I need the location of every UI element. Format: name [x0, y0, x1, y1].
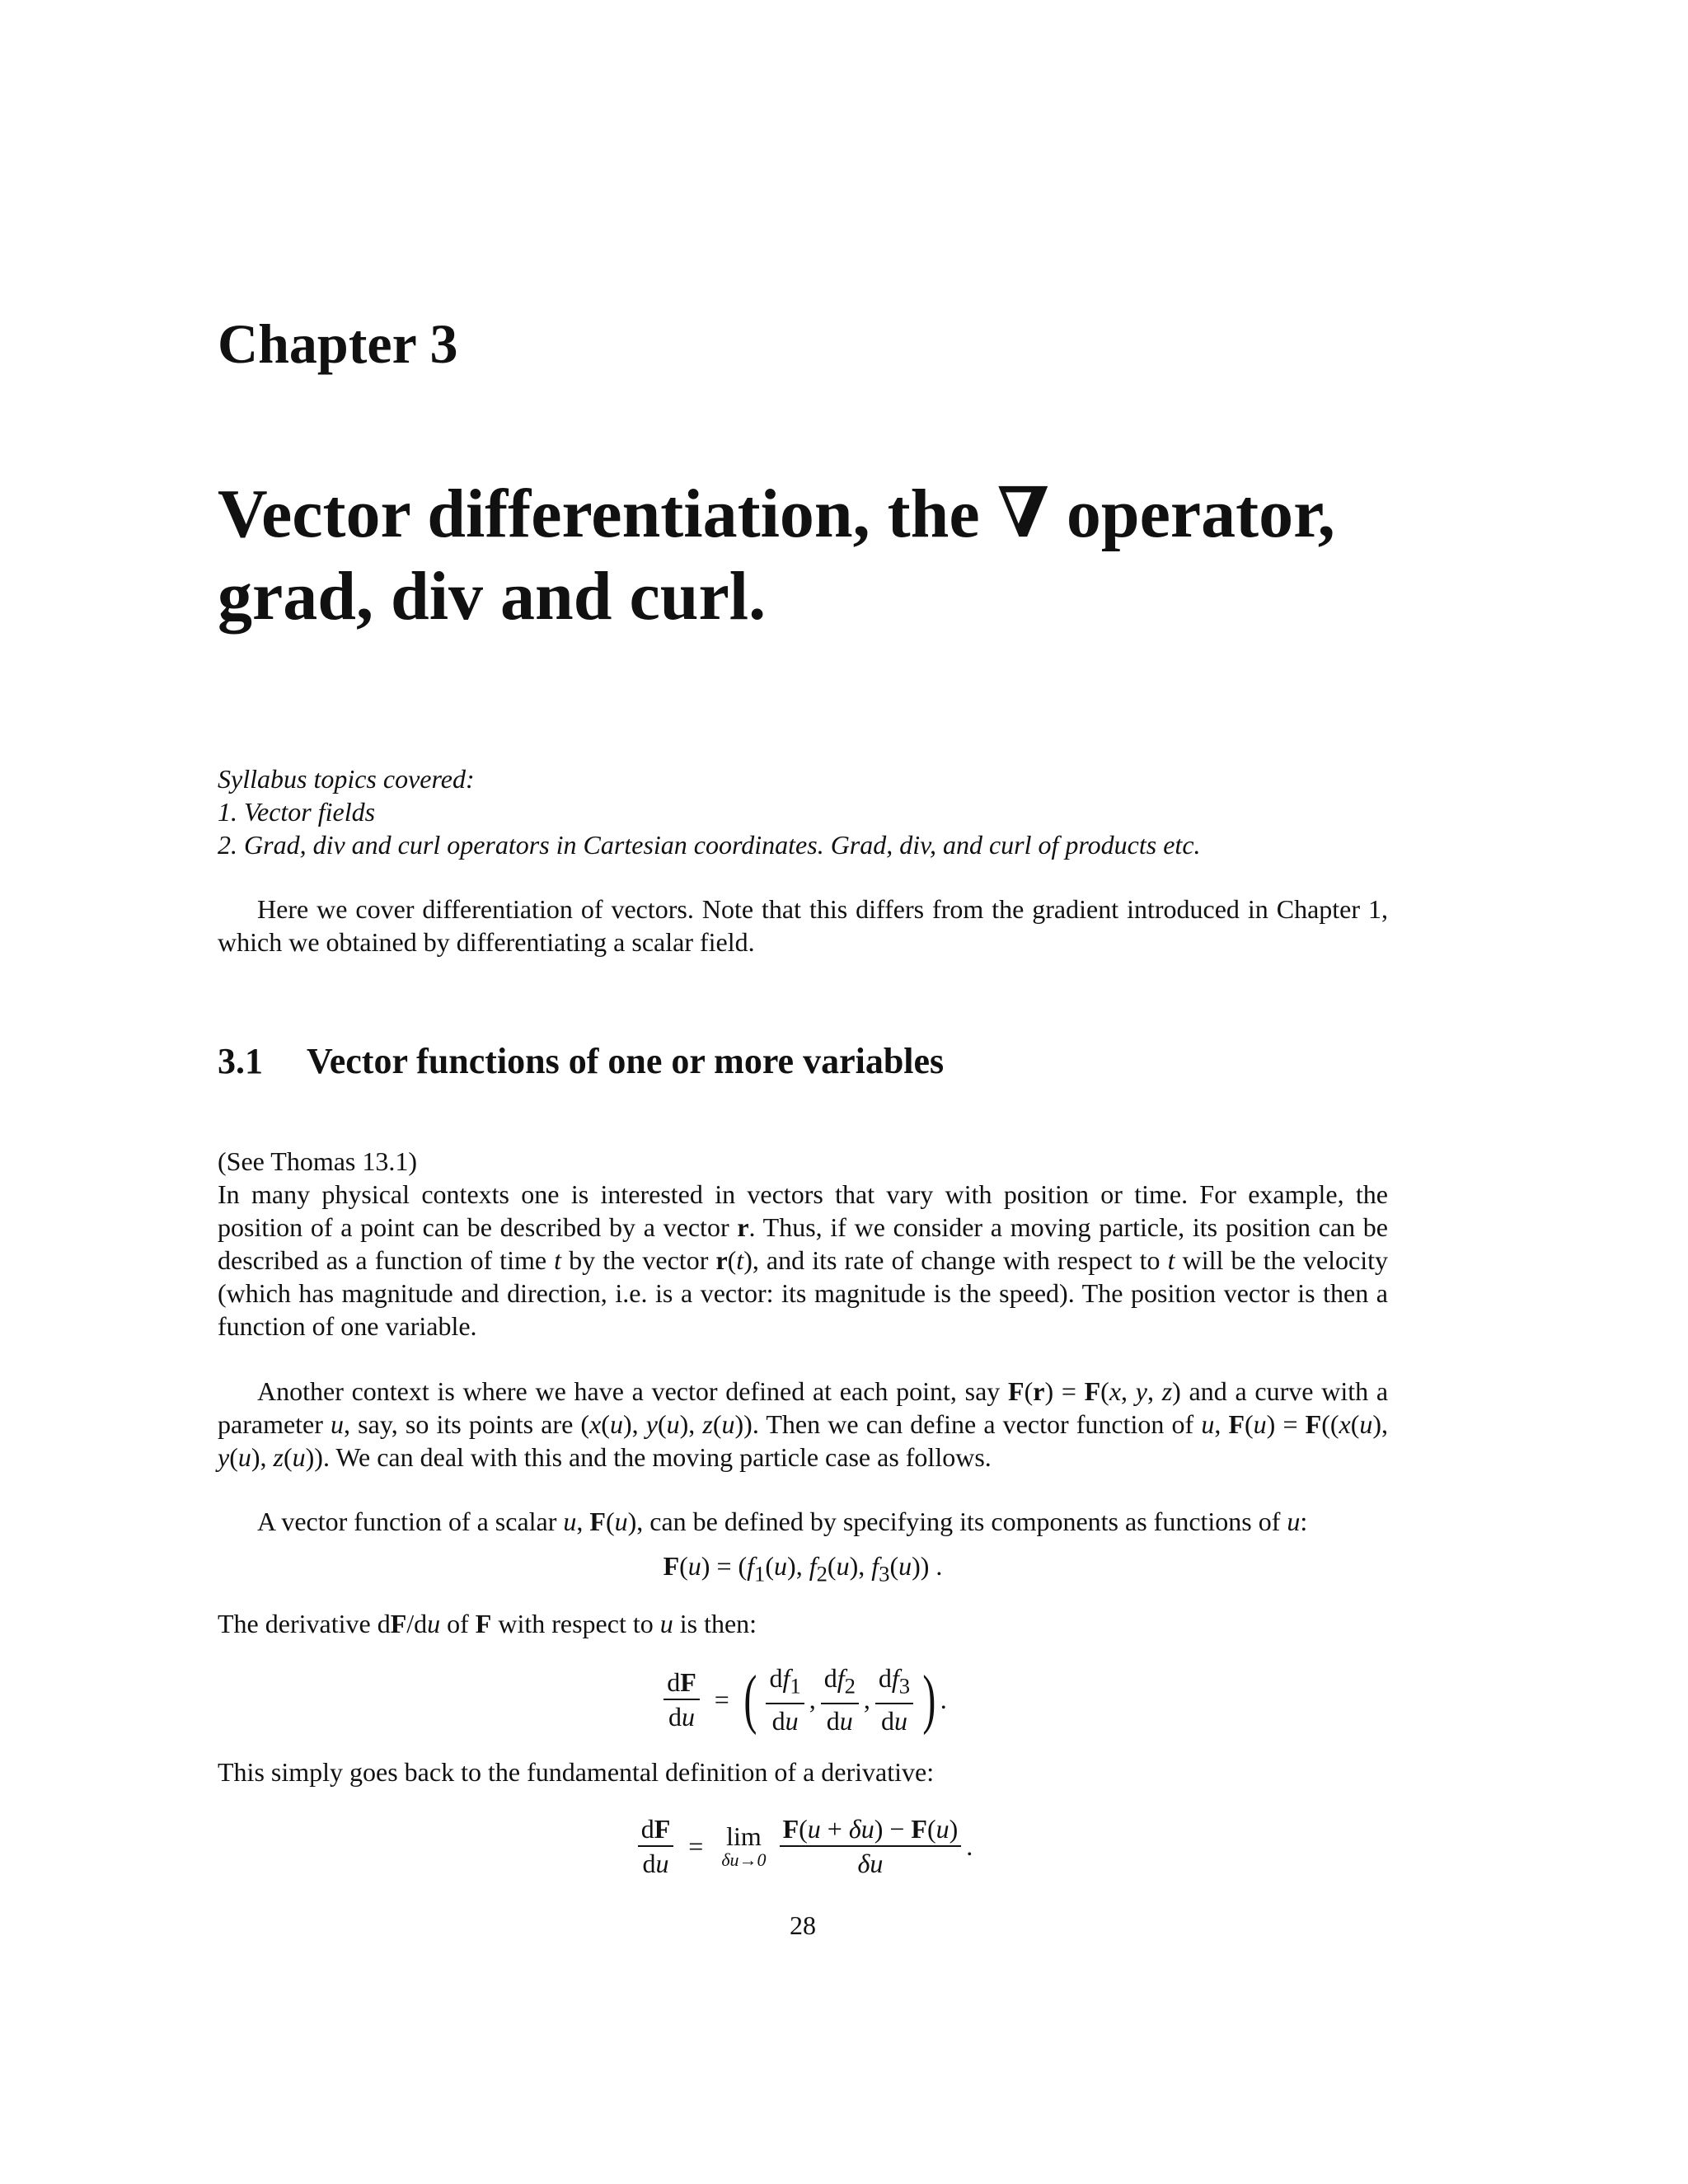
section-title: Vector functions of one or more variables [307, 1041, 945, 1081]
chapter-label: Chapter 3 [218, 312, 458, 375]
chapter-title-line-2: grad, div and curl. [218, 558, 767, 635]
paragraph-1 [218, 1145, 1388, 1343]
syllabus-item: 2. Grad, div and curl operators in Cartesian coordinates. Grad, div, and curl of products etc. [218, 830, 1201, 860]
equation-derivative-components: $\frac{dF}{du}$ = ( $\frac{df_1}{du}$ , $\frac{df_2}{du}$ , $\frac{df_3}{du}$ ) . [218, 1658, 1388, 1741]
paragraph-5: This simply goes back to the fundamental definition of a derivative: [218, 1757, 935, 1787]
intro-paragraph: Here we cover differentiation of vectors. Note that this differs from the gradient introduced in Chapter 1, which we obtained by differentiating a scalar field. [218, 894, 1388, 957]
chapter-title-line-1: Vector differentiation, the ∇ operator, [218, 476, 1335, 552]
paragraph-4: The derivative dF/du of F with respect to u is then: [218, 1609, 757, 1638]
syllabus-item: 1. Vector fields [218, 797, 376, 827]
chapter-title [218, 473, 1335, 638]
paragraph-3: A vector function of a scalar u, F(u), can be defined by specifying its components as functions of u: [257, 1507, 1308, 1536]
paragraph-text: In many physical contexts one is interested in vectors that vary with position or time. For example, the position of a point can be described by a vector r. Thus, if we consider a moving particle, its position can be described as a function of time t by the vector r(t), and its rate of change with respect to t will be the velocity (which has magnitude and direction, i.e. is a vector: its magnitude is the speed). The position vector is then a function of one variable. [218, 1179, 1389, 1341]
equation-derivative-limit: $\frac{dF}{du}$ = lim δu→0 $\frac{F(u + \delta u) - F(u)}{\delta u}$ . [218, 1805, 1388, 1887]
page-number: 28 [790, 1910, 816, 1940]
syllabus-block [218, 762, 1201, 861]
syllabus-heading: Syllabus topics covered: [218, 764, 475, 794]
paragraph-2: Another context is where we have a vector defined at each point, say F(r) = F(x, y, z) and a curve with a parameter u, say, so its points are (x(u), y(u), z(u)). Then we can define a vector function of u, F(u) = F((x(u), y(u), z(u)). We can deal with this and the moving particle case as follows. [218, 1376, 1389, 1472]
equation-vector-function: $F(u) = (f_1(u)$, $f_2(u)$, $f_3(u)$) . [663, 1551, 943, 1586]
reference-line: (See Thomas 13.1) [218, 1146, 418, 1176]
section-heading [218, 1040, 944, 1082]
section-number: 3.1 [218, 1041, 263, 1081]
